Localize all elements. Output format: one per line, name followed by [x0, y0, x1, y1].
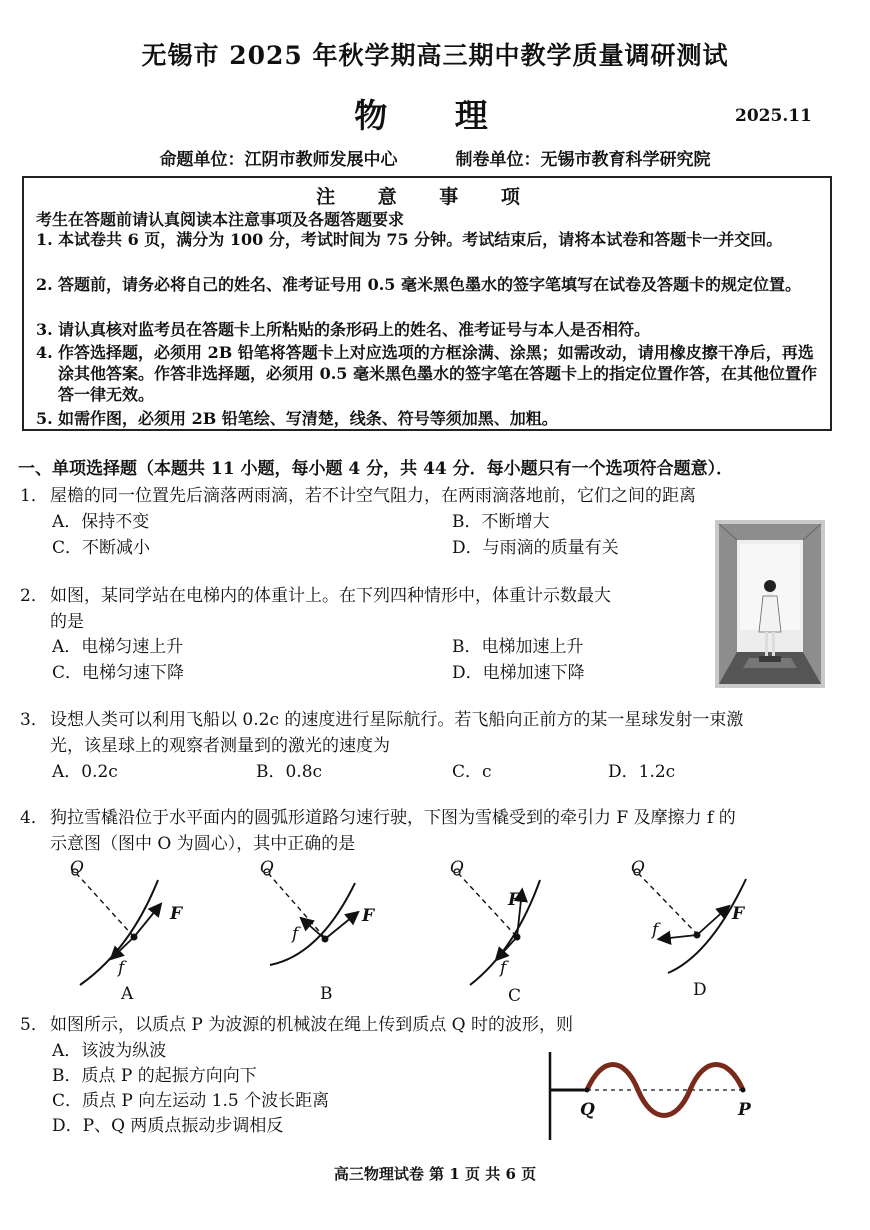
notice-item-num: 5. [36, 409, 53, 428]
force-F-label: F [362, 906, 375, 926]
center-label: O [70, 858, 84, 878]
diagram-c [454, 869, 540, 985]
question-number: 1． [20, 486, 48, 506]
notice-item [36, 342, 821, 405]
question-number: 3． [20, 710, 48, 730]
notice-intro: 考生在答题前请认真阅读本注意事项及各题答题要求 [36, 210, 405, 229]
notice-item-num: 2. [36, 275, 53, 294]
notice-item-text: 如需作图，必须用 2B 铅笔绘、写清楚，线条、符号等须加黑、加粗。 [58, 409, 558, 428]
notice-item-num: 4. [36, 343, 53, 362]
option-a: A．0.2c [52, 762, 118, 782]
notice-item-text: 请认真核对监考员在答题卡上所粘贴的条形码上的姓名、准考证号与本人是否相符。 [58, 320, 651, 339]
question-text: 屋檐的同一位置先后滴落两雨滴，若不计空气阻力，在两雨滴落地前，它们之间的距离 [50, 486, 696, 506]
notice-item [36, 408, 821, 429]
notice-item-text: 作答选择题，必须用 2B 铅笔将答题卡上对应选项的方框涂满、涂黑；如需改动，请用橡皮擦干净后，再选涂其他答案。作答非选择题，必须用 0.5 毫米黑色墨水的签字笔在答题卡上的指定位置作答，在其他位置作答一律无效。 [58, 343, 817, 404]
option-d: D．电梯加速下降 [452, 663, 585, 683]
center-label: O [450, 858, 464, 878]
diagram-label-a: A [121, 984, 134, 1004]
exam-date: 2025.11 [735, 106, 812, 126]
option-b: B．不断增大 [452, 512, 550, 532]
option-c: C．不断减小 [52, 538, 151, 558]
option-b: B．质点 P 的起振方向向下 [52, 1066, 257, 1086]
diagram-label-d: D [693, 980, 707, 1000]
diagram-label-c: C [508, 986, 522, 1006]
question-text: 狗拉雪橇沿位于水平面内的圆弧形道路匀速行驶，下图为雪橇受到的牵引力 F 及摩擦力 f 的 [50, 808, 736, 828]
notice-item [36, 274, 821, 295]
proposition-unit: 命题单位：江阴市教师发展中心 [159, 150, 398, 170]
option-a: A．保持不变 [52, 512, 150, 532]
option-a: A．该波为纵波 [52, 1041, 167, 1061]
production-unit: 制卷单位：无锡市教育科学研究院 [455, 150, 711, 170]
force-diagrams [0, 855, 870, 1005]
question-text: 如图所示，以质点 P 为波源的机械波在绳上传到质点 Q 时的波形，则 [50, 1015, 573, 1035]
diagram-d [634, 869, 746, 973]
notice-item [36, 319, 821, 340]
subject-title: 物 理 [354, 96, 516, 135]
question-number: 5． [20, 1015, 48, 1035]
force-F-label: F [508, 890, 521, 910]
exam-units [0, 145, 870, 170]
center-label: O [260, 858, 274, 878]
question-number: 2． [20, 586, 48, 606]
notice-title: 注 意 事 项 [316, 186, 538, 208]
option-d: D．与雨滴的质量有关 [452, 538, 619, 558]
option-c: C．质点 P 向左运动 1.5 个波长距离 [52, 1091, 330, 1111]
option-c: C．电梯匀速下降 [52, 663, 185, 683]
point-p-label: P [738, 1100, 751, 1120]
force-f-label: f [292, 924, 299, 944]
force-F-label: F [732, 904, 745, 924]
force-f-label: f [652, 920, 659, 940]
point-q-label: Q [580, 1100, 595, 1120]
page-footer: 高三物理试卷 第 1 页 共 6 页 [333, 1165, 537, 1183]
option-d: D．P、Q 两质点振动步调相反 [52, 1116, 284, 1136]
question-number: 4． [20, 808, 48, 828]
question-text-cont: 示意图（图中 O 为圆心），其中正确的是 [50, 834, 356, 854]
exam-title: 无锡市 2025 年秋学期高三期中教学质量调研测试 [141, 41, 729, 70]
notice-item [36, 229, 821, 250]
question-text-cont: 的是 [50, 612, 84, 632]
diagram-b [264, 869, 357, 965]
diagram-label-b: B [320, 984, 333, 1004]
section-heading: 一、单项选择题（本题共 11 小题，每小题 4 分，共 44 分．每小题只有一个选项符合题意）． [18, 459, 734, 479]
question-text: 如图，某同学站在电梯内的体重计上。在下列四种情形中，体重计示数最大 [50, 586, 611, 606]
question-text-cont: 光，该星球上的观察者测量到的激光的速度为 [50, 736, 390, 756]
option-a: A．电梯匀速上升 [52, 637, 184, 657]
elevator-photo [715, 520, 825, 688]
force-F-label: F [170, 904, 183, 924]
question-text: 设想人类可以利用飞船以 0.2c 的速度进行星际航行。若飞船向正前方的某一星球发射一束激 [50, 710, 744, 730]
notice-item-text: 答题前，请务必将自己的姓名、准考证号用 0.5 毫米黑色墨水的签字笔填写在试卷及答题卡的规定位置。 [58, 275, 801, 294]
option-d: D．1.2c [608, 762, 676, 782]
notice-item-num: 3. [36, 320, 53, 339]
diagram-a [72, 869, 160, 985]
option-b: B．电梯加速上升 [452, 637, 584, 657]
option-b: B．0.8c [256, 762, 323, 782]
notice-item-text: 本试卷共 6 页，满分为 100 分，考试时间为 75 分钟。考试结束后，请将本试卷和答题卡一并交回。 [58, 230, 783, 249]
notice-box [22, 176, 832, 431]
wave-diagram [540, 1048, 760, 1143]
force-f-label: f [118, 958, 125, 978]
option-c: C．c [452, 762, 492, 782]
force-f-label: f [500, 958, 507, 978]
notice-item-num: 1. [36, 230, 53, 249]
center-label: O [631, 858, 645, 878]
